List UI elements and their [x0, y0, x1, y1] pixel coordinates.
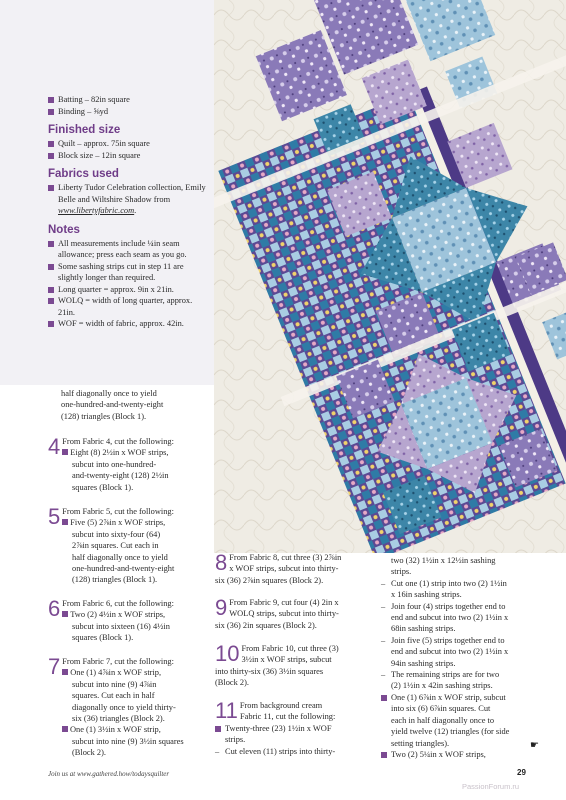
step-intro: From Fabric 8, cut three (3) 2⅞in [229, 553, 342, 562]
step-number: 10 [215, 641, 240, 666]
requirements-column [48, 94, 208, 330]
text-line: Two (2) 5¼in x WOF strips, [381, 749, 546, 760]
requirement-batting: Batting – 82in square [48, 94, 208, 106]
pointing-hand-icon: ☛ [530, 740, 539, 751]
step-intro: From Fabric 4, cut the following: [62, 437, 174, 446]
step-number: 8 [215, 550, 228, 575]
footer-text: Join us at www.gathered.how/todaysquilter [48, 770, 170, 778]
text-line: each in half diagonally once to [391, 715, 495, 725]
step-intro: From Fabric 9, cut four (4) 2in x [229, 598, 339, 607]
step-number: 4 [48, 434, 61, 459]
text-line: – Join four (4) strips together end to [381, 601, 546, 612]
note-wof: WOF = width of fabric, approx. 42in. [48, 318, 208, 330]
step-7 [48, 656, 213, 759]
text-line: end and subcut into two (2) 1½in x [391, 613, 509, 623]
text-line: Five (5) 2⅞in x WOF strips, [70, 518, 166, 528]
text-line: (2) 1½in x 42in sashing strips. [391, 681, 493, 691]
bullet-square [62, 519, 68, 525]
finished-size-quilt: Quilt – approx. 75in square [48, 138, 208, 150]
text-line: two (32) 1½in x 12½in sashing [391, 556, 496, 565]
text-line: into six (6) 6⅞in squares. Cut [391, 704, 491, 714]
text-line: (Block 2). [215, 678, 249, 688]
text-line: 3½in x WOF strips, subcut [241, 655, 332, 665]
text-line: subcut into sixteen (16) 4½in [72, 621, 170, 631]
text-line: (128) triangles (Block 1). [61, 411, 147, 421]
text-line: x 16in sashing strips. [391, 590, 462, 600]
step-intro: From Fabric 10, cut three (3) [241, 644, 339, 653]
text-line: – Cut one (1) strip into two (2) 1½in [381, 578, 546, 589]
text-line: subcut into nine (9) 3½in squares [72, 736, 184, 746]
text-line: six (36) 2⅞in squares (Block 2). [215, 575, 324, 585]
step-intro: From Fabric 5, cut the following: [62, 507, 174, 516]
text-line: squares. Cut each in half [72, 691, 155, 701]
bullet-square [62, 449, 68, 455]
quilt-photo [214, 0, 566, 553]
text-line: – Cut eleven (11) strips into thirty- [215, 746, 375, 757]
text-line: half diagonally once to yield [72, 552, 168, 562]
fabrics-used-description: Liberty Tudor Celebration collection, Emily Belle and Wiltshire Shadow from [58, 183, 206, 204]
note-long-quarter: Long quarter = approx. 9in x 21in. [48, 284, 208, 296]
step-intro: From background cream [239, 701, 323, 710]
text-line: Eight (8) 2½in x WOF strips, [70, 448, 169, 458]
text-line: One (1) 3½in x WOF strip, [70, 725, 161, 735]
bullet-square [62, 669, 68, 675]
step-9 [215, 597, 370, 631]
text-line: yield twelve (12) triangles (for side [391, 727, 510, 737]
text-line: Fabric 11, cut the following: [240, 712, 336, 722]
step-5 [48, 506, 213, 586]
watermark: PassionForum.ru [462, 782, 520, 791]
text-line: subcut into sixty-four (64) [72, 529, 161, 539]
text-line: and-twenty-eight (128) 2½in [72, 471, 169, 481]
step-6 [48, 598, 213, 644]
text-line: 94in sashing strips. [391, 658, 456, 668]
finished-size-heading: Finished size [48, 124, 121, 136]
note-sashing-strips: Some sashing strips cut in step 11 are slightly longer than required. [48, 261, 208, 284]
step-10 [215, 643, 370, 689]
fabrics-used-text [48, 182, 208, 217]
text-line: subcut into nine (9) 4⅞in [72, 679, 157, 689]
step-number: 11 [215, 698, 238, 723]
step-number: 9 [215, 595, 228, 620]
text-line: x WOF strips, subcut into thirty- [229, 564, 339, 574]
text-line: one-hundred-and-twenty-eight [61, 400, 164, 410]
text-line: – The remaining strips are for two [381, 669, 546, 680]
bullet-square [62, 611, 68, 617]
finished-size-block: Block size – 12in square [48, 150, 208, 162]
step-4 [48, 436, 213, 493]
text-line: into thirty-six (36) 3½in squares [215, 666, 324, 676]
fabrics-used-period: . [134, 206, 137, 215]
text-line: subcut into one-hundred- [72, 459, 157, 469]
text-line: (128) triangles (Block 1). [72, 575, 158, 585]
step-intro: From Fabric 6, cut the following: [62, 599, 174, 608]
text-line: strips. [391, 567, 412, 577]
step-8 [215, 552, 370, 586]
text-line: One (1) 6⅞in x WOF strip, subcut [381, 692, 546, 703]
text-line: (Block 2). [72, 748, 106, 758]
step-11 [215, 700, 375, 757]
text-line: setting triangles). [391, 738, 450, 748]
note-wolq: WOLQ = width of long quarter, approx. 21in. [48, 295, 208, 318]
step-number: 6 [48, 596, 61, 621]
text-line: half diagonally once to yield [61, 389, 157, 398]
text-line: diagonally once to yield thirty- [72, 702, 176, 712]
quilt-illustration [214, 0, 566, 553]
step-intro: From Fabric 7, cut the following: [62, 657, 174, 666]
liberty-fabric-link[interactable]: www.libertyfabric.com [58, 206, 135, 215]
step-number: 5 [48, 504, 61, 529]
text-line: One (1) 4⅞in x WOF strip, [70, 668, 162, 678]
note-seam-allowance: All measurements include ¼in seam allowance; press each seam as you go. [48, 238, 208, 261]
text-line: squares (Block 1). [72, 633, 134, 643]
requirements-panel [0, 0, 214, 385]
col1-continuation [61, 388, 211, 422]
text-line: Two (2) 4½in x WOF strips, [70, 610, 166, 620]
step-number: 7 [48, 654, 61, 679]
page-number: 29 [517, 768, 526, 777]
text-line: one-hundred-and-twenty-eight [72, 564, 175, 574]
bullet-square [62, 726, 68, 732]
text-line: six (36) 2in squares (Block 2). [215, 620, 317, 630]
text-line: Twenty-three (23) 1½in x WOF [215, 723, 375, 734]
text-line: six (36) triangles (Block 2). [72, 714, 165, 724]
text-line: WOLQ strips, subcut into thirty- [229, 609, 339, 619]
text-line: – Join five (5) strips together end to [381, 635, 546, 646]
text-line: 2⅞in squares. Cut each in [72, 541, 159, 551]
text-line: 68in sashing strips. [391, 624, 456, 634]
requirement-binding: Binding – ⅝yd [48, 106, 208, 118]
notes-heading: Notes [48, 223, 80, 236]
col3-text [381, 555, 546, 760]
fabrics-used-heading: Fabrics used [48, 168, 119, 180]
text-line: squares (Block 1). [72, 482, 134, 492]
text-line: strips. [225, 735, 246, 745]
text-line: end and subcut into two (2) 1½in x [391, 647, 509, 657]
